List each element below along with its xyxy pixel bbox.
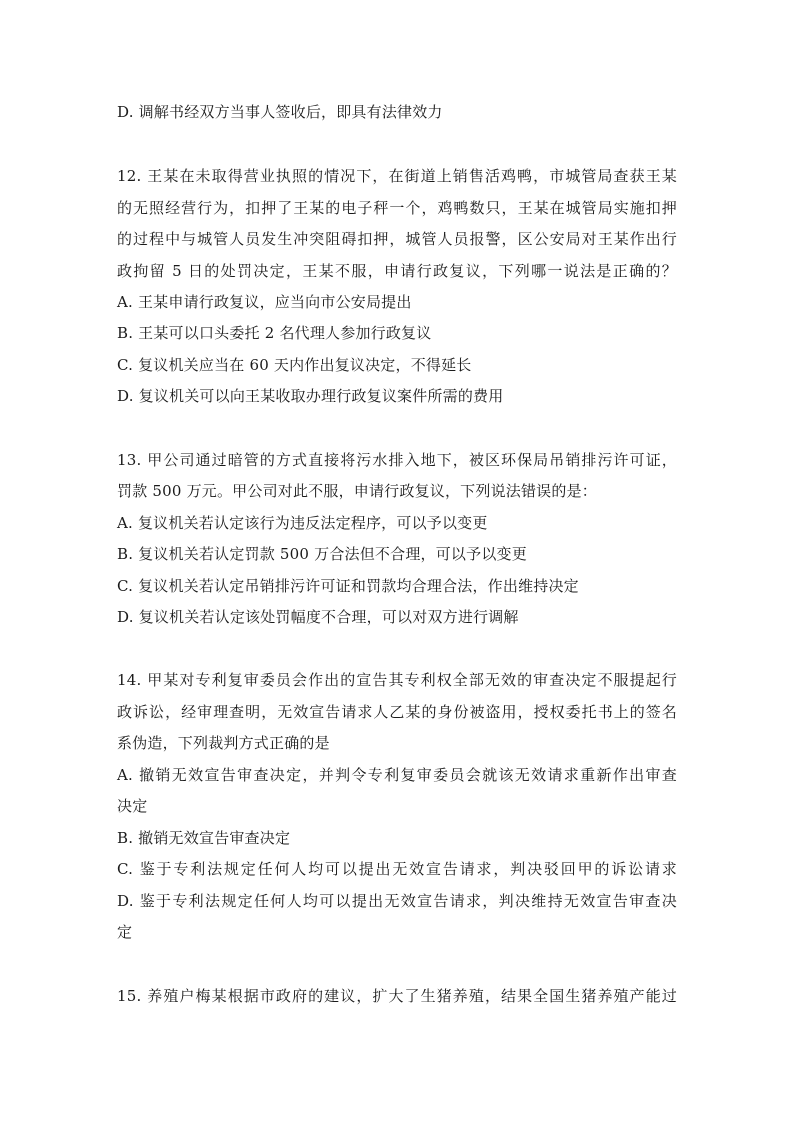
q14-option-d-line-1: D. 鉴于专利法规定任何人均可以提出无效宣告请求，判决维持无效宣告审查决 bbox=[117, 892, 677, 910]
q12-option-a: A. 王某申请行政复议，应当向市公安局提出 bbox=[117, 293, 412, 311]
q14-stem-line-3: 系伪造，下列裁判方式正确的是 bbox=[117, 734, 330, 752]
q12-stem-line-1: 12. 王某在未取得营业执照的情况下，在街道上销售活鸡鸭，市城管局查获王某 bbox=[117, 167, 677, 185]
q14-option-d-line-2: 定 bbox=[117, 923, 133, 941]
q12-stem-line-2: 的无照经营行为，扣押了王某的电子秤一个，鸡鸭数只，王某在城管局实施扣押 bbox=[117, 199, 677, 217]
q14-option-a-line-2: 决定 bbox=[117, 797, 148, 815]
q13-option-b: B. 复议机关若认定罚款 500 万合法但不合理，可以予以变更 bbox=[117, 545, 527, 563]
q13-option-a: A. 复议机关若认定该行为违反法定程序，可以予以变更 bbox=[117, 514, 488, 532]
q12-option-b: B. 王某可以口头委托 2 名代理人参加行政复议 bbox=[117, 324, 432, 342]
q12-option-c: C. 复议机关应当在 60 天内作出复议决定，不得延长 bbox=[117, 356, 472, 374]
q12-stem-line-3: 的过程中与城管人员发生冲突阻碍扣押，城管人员报警，区公安局对王某作出行 bbox=[117, 230, 677, 248]
q13-option-c: C. 复议机关若认定吊销排污许可证和罚款均合理合法，作出维持决定 bbox=[117, 577, 579, 595]
q11-option-d: D. 调解书经双方当事人签收后，即具有法律效力 bbox=[117, 103, 443, 121]
q12-option-d: D. 复议机关可以向王某收取办理行政复议案件所需的费用 bbox=[117, 387, 504, 405]
q14-stem-line-1: 14. 甲某对专利复审委员会作出的宣告其专利权全部无效的审查决定不服提起行 bbox=[117, 671, 677, 689]
q15-stem-line-1: 15. 养殖户梅某根据市政府的建议，扩大了生猪养殖，结果全国生猪养殖产能过 bbox=[117, 987, 677, 1005]
q12-stem-line-4: 政拘留 5 日的处罚决定，王某不服，申请行政复议，下列哪一说法是正确的？ bbox=[117, 262, 677, 280]
q13-option-d: D. 复议机关若认定该处罚幅度不合理，可以对双方进行调解 bbox=[117, 608, 519, 626]
q13-stem-line-2: 罚款 500 万元。甲公司对此不服，申请行政复议，下列说法错误的是： bbox=[117, 482, 597, 500]
q14-option-c: C. 鉴于专利法规定任何人均可以提出无效宣告请求，判决驳回甲的诉讼请求 bbox=[117, 860, 677, 878]
q14-option-a-line-1: A. 撤销无效宣告审查决定，并判令专利复审委员会就该无效请求重新作出审查 bbox=[117, 766, 677, 784]
q14-stem-line-2: 政诉讼，经审理查明，无效宣告请求人乙某的身份被盗用，授权委托书上的签名 bbox=[117, 703, 677, 721]
q13-stem-line-1: 13. 甲公司通过暗管的方式直接将污水排入地下，被区环保局吊销排污许可证， bbox=[117, 451, 677, 469]
q14-option-b: B. 撤销无效宣告审查决定 bbox=[117, 829, 291, 847]
